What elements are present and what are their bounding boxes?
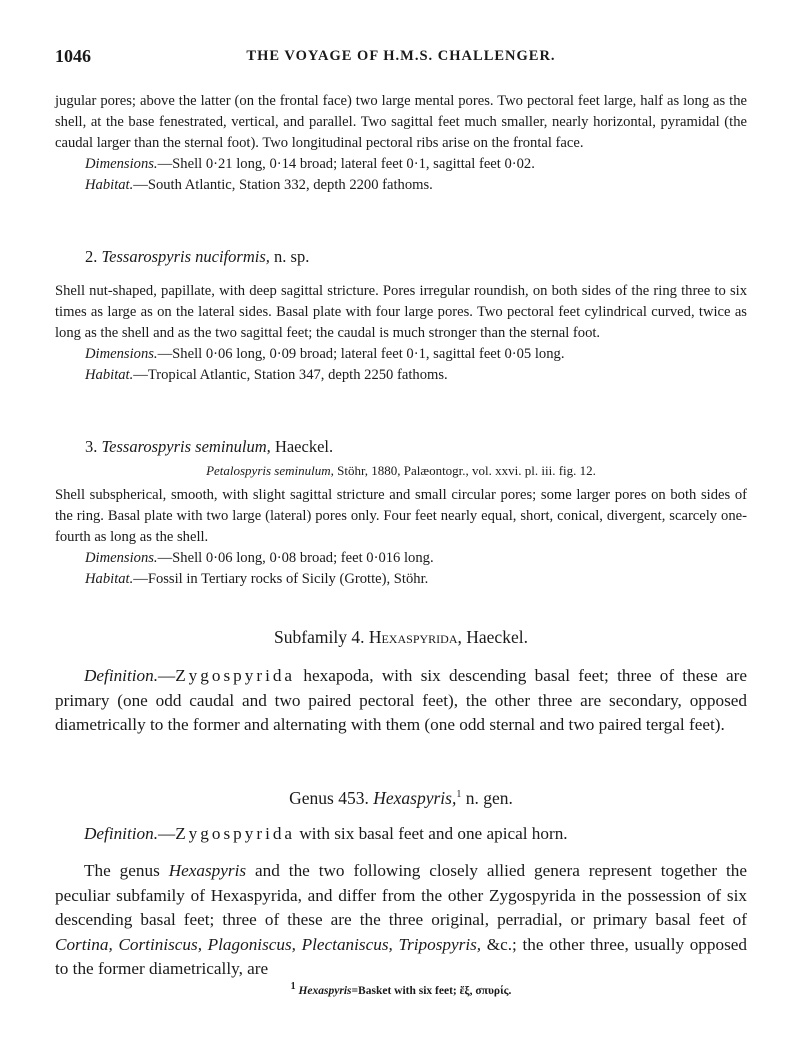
dimensions-label: Dimensions.	[85, 550, 158, 566]
species-description: Shell subspherical, smooth, with slight sagittal stricture and small circular pores; some larger pores on both sides of the ring. Basal plate with two large (lateral) pores only. Four feet nearly equal, short, conical, divergent, scarcely one-fourth as long as the shell.	[55, 487, 747, 545]
species-authority: n. sp.	[274, 247, 310, 266]
body-text: The genus	[84, 861, 169, 880]
subfamily-heading	[55, 627, 747, 648]
synonym-name: Petalospyris seminulum,	[206, 463, 334, 478]
dimensions-text: —Shell 0·06 long, 0·08 broad; feet 0·016 long.	[157, 550, 434, 566]
species-3-heading	[55, 437, 747, 457]
species-number: 3.	[85, 437, 98, 456]
genus-body	[55, 859, 747, 982]
synonym-citation	[55, 462, 747, 480]
habitat-label: Habitat.	[85, 571, 134, 587]
definition-label: Definition.	[84, 824, 158, 843]
body-taxa-names: Cortina, Cortiniscus, Plagoniscus, Plectaniscus, Tripospyris,	[55, 934, 482, 954]
genus-heading	[55, 788, 747, 809]
intro-habitat	[55, 175, 747, 196]
body-paragraph	[55, 859, 747, 982]
intro-dimensions	[55, 154, 747, 175]
body-genus-name: Hexaspyris	[168, 861, 247, 880]
species-description: Shell nut-shaped, papillate, with deep sagittal stricture. Pores irregular roundish, on both sides of the ring three to six times as large as on the lateral sides. Basal plate with four large pores. Two pectoral feet cylindrical curved, twice as long as the shell and as the two sagittal feet; the caudal is much stronger than the sternal foot.	[55, 283, 747, 341]
habitat-text: —Fossil in Tertiary rocks of Sicily (Grotte), Stöhr.	[133, 571, 429, 587]
definition-spaced-term: Zygospyrida	[175, 666, 296, 685]
species-dimensions	[55, 344, 747, 365]
habitat-label: Habitat.	[85, 367, 134, 383]
body-text: and the two following closely allied genera represent together the peculiar subfamily of Hexaspyrida, and differ from the other Zygospyrida in the possession of six descending basal feet; three of these are the three original, perradial, or primary basal feet of	[55, 861, 747, 929]
dimensions-text: —Shell 0·21 long, 0·14 broad; lateral feet 0·1, sagittal feet 0·02.	[157, 156, 535, 172]
intro-section	[55, 91, 747, 196]
definition-text: hexapoda, with six descending basal feet; three of these are primary (one odd caudal and two paired pectoral feet), the other three are secondary, opposed diametrically to the former and alternating with them (one odd sternal and two paired tergal feet).	[55, 666, 747, 734]
habitat-label: Habitat.	[85, 177, 134, 193]
subfamily-definition	[55, 664, 747, 738]
synonym-reference: Stöhr, 1880, Palæontogr., vol. xxvi. pl. iii. fig. 12.	[337, 463, 596, 478]
species-name: Tessarospyris nuciformis,	[101, 247, 270, 266]
definition-text: with six basal feet and one apical horn.	[295, 824, 568, 843]
dimensions-label: Dimensions.	[85, 156, 158, 172]
footnote-term: Hexaspyris	[298, 985, 352, 997]
species-authority: Haeckel.	[274, 437, 334, 456]
genus-authority: n. gen.	[465, 788, 513, 808]
subfamily-name: Hexaspyrida,	[368, 627, 462, 647]
footnote-mark: 1	[456, 789, 462, 801]
subfamily-prefix: Subfamily 4.	[274, 627, 365, 647]
species-name: Tessarospyris seminulum,	[101, 437, 271, 456]
definition-dash: —	[158, 666, 176, 685]
species-2-heading	[55, 247, 747, 267]
intro-paragraph: jugular pores; above the latter (on the frontal face) two large mental pores. Two pectoral feet large, half as long as the shell, at the base fenestrated, vertical, and parallel. Two sagittal feet much smaller, nearly horizontal, pyramidal (the caudal larger than the sternal foot). Two longitudinal pectoral ribs arise on the frontal face.	[55, 93, 747, 151]
dimensions-text: —Shell 0·06 long, 0·09 broad; lateral feet 0·1, sagittal feet 0·05 long.	[157, 346, 565, 362]
species-habitat	[55, 365, 747, 386]
genus-name: Hexaspyris,	[373, 788, 457, 808]
genus-definition	[55, 822, 747, 847]
definition-dash: —	[158, 824, 176, 843]
species-3-synonym	[55, 462, 747, 480]
definition-paragraph	[55, 664, 747, 738]
habitat-text: —Tropical Atlantic, Station 347, depth 2250 fathoms.	[133, 367, 448, 383]
genus-prefix: Genus 453.	[289, 788, 369, 808]
habitat-text: —South Atlantic, Station 332, depth 2200 fathoms.	[133, 177, 433, 193]
definition-paragraph	[55, 822, 747, 847]
body-text: &c.; the other three, usually opposed to the former diametrically, are	[55, 934, 748, 978]
footnote	[55, 981, 747, 997]
page-header	[55, 46, 747, 70]
footnote-number: 1	[290, 981, 296, 993]
species-dimensions	[55, 548, 747, 569]
dimensions-label: Dimensions.	[85, 346, 158, 362]
species-2-body	[55, 281, 747, 386]
species-number: 2.	[85, 247, 98, 266]
footnote-text: =Basket with six feet; ἕξ, σπυρίς.	[351, 985, 512, 997]
species-3-body	[55, 485, 747, 590]
species-habitat	[55, 569, 747, 590]
subfamily-authority: Haeckel.	[466, 627, 528, 647]
page-number: 1046	[55, 46, 91, 66]
definition-spaced-term: Zygospyrida	[175, 824, 296, 843]
footnote-line	[55, 981, 747, 997]
definition-label: Definition.	[84, 666, 158, 685]
running-title: THE VOYAGE OF H.M.S. CHALLENGER.	[246, 48, 556, 64]
